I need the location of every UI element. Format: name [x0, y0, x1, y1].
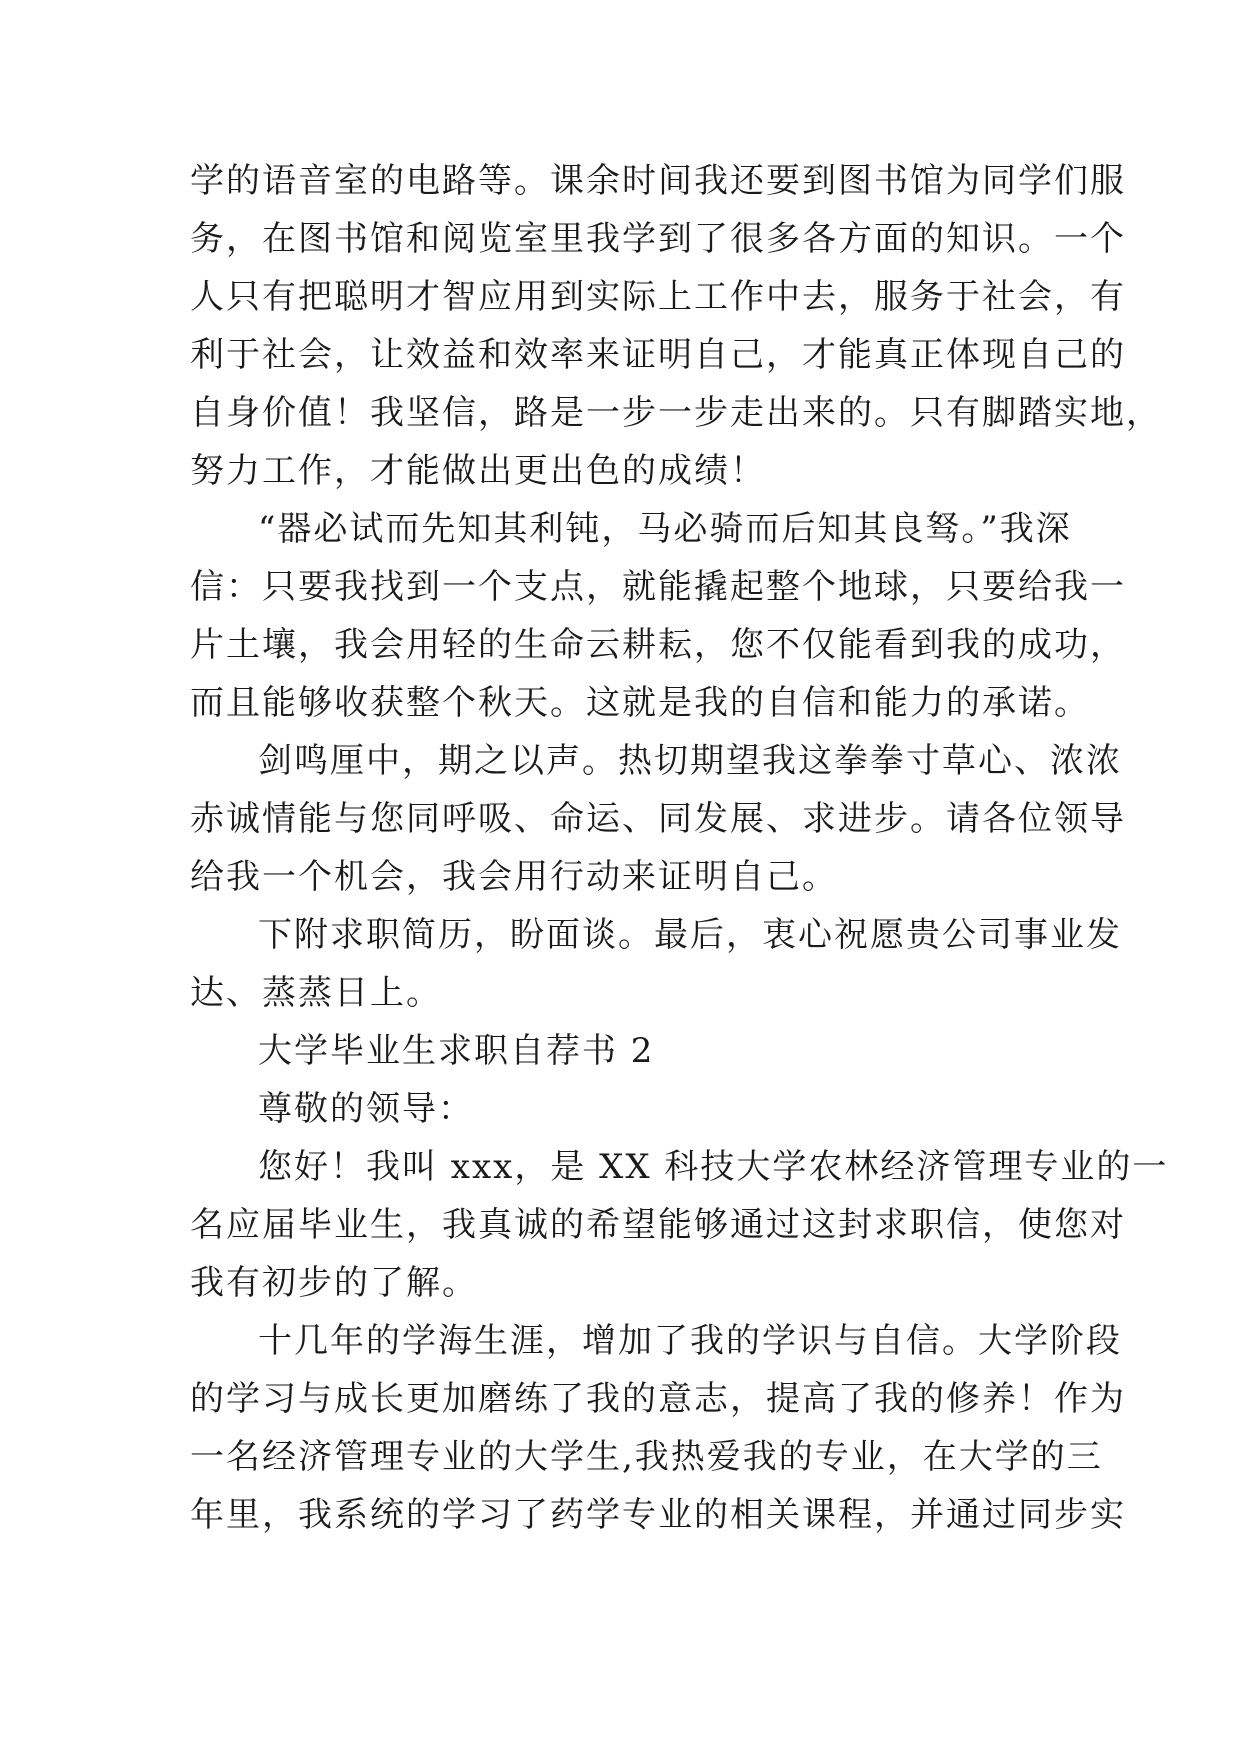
text-line: 务，在图书馆和阅览室里我学到了很多各方面的知识。一个: [190, 219, 1126, 259]
section-heading: 大学毕业生求职自荐书 2: [258, 1031, 655, 1071]
text-line: 人只有把聪明才智应用到实际上工作中去，服务于社会，有: [190, 277, 1126, 317]
document-body: [190, 152, 1169, 1544]
text-line: 赤诚情能与您同呼吸、命运、同发展、求进步。请各位领导: [190, 799, 1126, 839]
text-line: 我有初步的了解。: [190, 1263, 478, 1303]
salutation: 尊敬的领导：: [258, 1089, 474, 1129]
text-line: 十几年的学海生涯，增加了我的学识与自信。大学阶段: [258, 1321, 1122, 1361]
text-line: 一名经济管理专业的大学生,我热爱我的专业，在大学的三: [190, 1437, 1103, 1477]
text-line: 的学习与成长更加磨练了我的意志，提高了我的修养！作为: [190, 1379, 1126, 1419]
text-line: 给我一个机会，我会用行动来证明自己。: [190, 857, 838, 897]
text-line: 而且能够收获整个秋天。这就是我的自信和能力的承诺。: [190, 683, 1090, 723]
text-line: 努力工作，才能做出更出色的成绩！: [190, 451, 766, 491]
text-line: 下附求职简历，盼面谈。最后，衷心祝愿贵公司事业发: [258, 915, 1122, 955]
text-line: 自身价值！我坚信，路是一步一步走出来的。只有脚踏实地，: [190, 393, 1162, 433]
text-line: 年里，我系统的学习了药学专业的相关课程，并通过同步实: [190, 1495, 1126, 1535]
text-line: “器必试而先知其利钝，马必骑而后知其良驽。”我深: [258, 509, 1072, 549]
text-line: 学的语音室的电路等。课余时间我还要到图书馆为同学们服: [190, 161, 1126, 201]
text-line: 片土壤，我会用轻的生命云耕耘，您不仅能看到我的成功，: [190, 625, 1126, 665]
text-line: 利于社会，让效益和效率来证明自己，才能真正体现自己的: [190, 335, 1126, 375]
text-line: 名应届毕业生，我真诚的希望能够通过这封求职信，使您对: [190, 1205, 1126, 1245]
text-line: 您好！我叫 xxx，是 XX 科技大学农林经济管理专业的一: [258, 1147, 1169, 1187]
text-line: 达、蒸蒸日上。: [190, 973, 442, 1013]
text-line: 信：只要我找到一个支点，就能撬起整个地球，只要给我一: [190, 567, 1126, 607]
text-line: 剑鸣厘中，期之以声。热切期望我这拳拳寸草心、浓浓: [258, 741, 1122, 781]
